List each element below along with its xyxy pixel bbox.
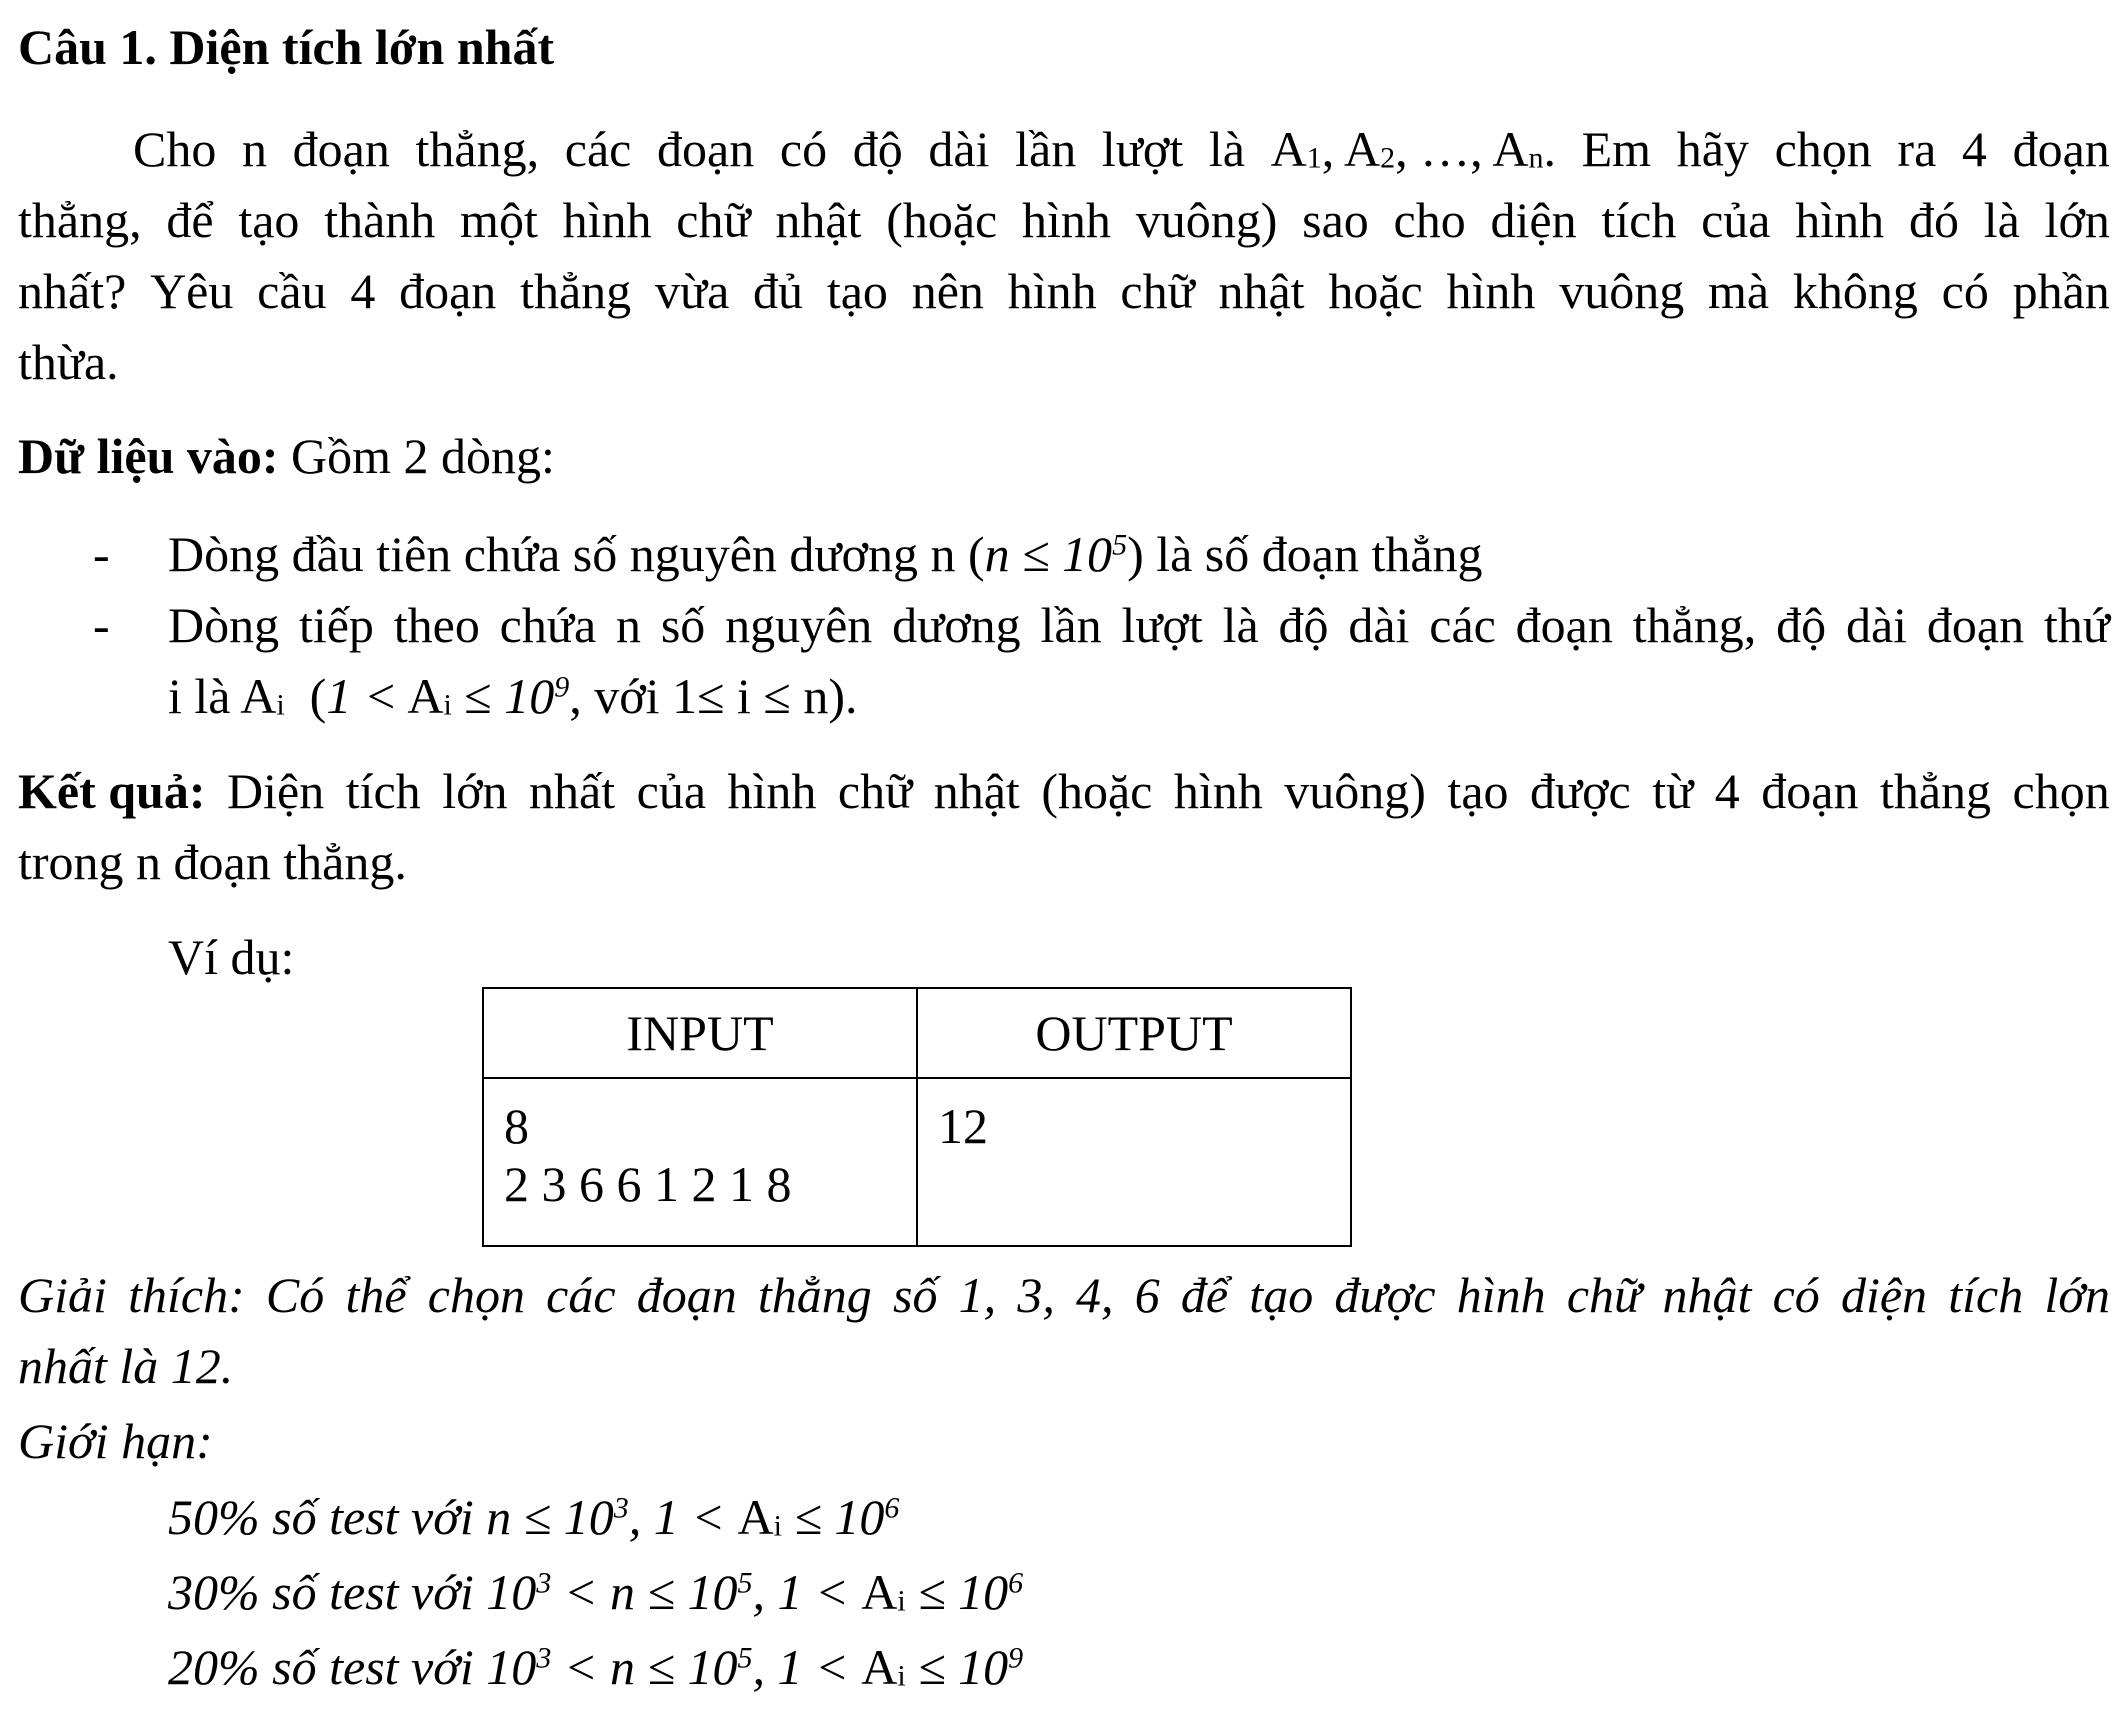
word: chứa [499, 597, 597, 653]
word: 4 [350, 263, 376, 319]
word: chữ [837, 763, 913, 819]
word: chữ [676, 192, 751, 248]
word: không [1792, 263, 1918, 319]
input-bullet-2-line-1 [168, 597, 2110, 653]
word: tiếp [298, 597, 374, 653]
word: hình [727, 763, 817, 819]
word: tạo [826, 263, 888, 319]
word: vừa [654, 263, 730, 319]
word: nhất? [18, 263, 127, 319]
word: thẳng, [415, 121, 540, 177]
word: mà [1707, 263, 1770, 319]
word: đó [1908, 192, 1959, 248]
word: dài [1845, 597, 1908, 653]
word: tích [1601, 192, 1677, 248]
word: hình [1446, 263, 1536, 319]
limit-row-2: 30% số test với $10^3 < n \le 10^5$, $1 < A_i \le 10^6$ [168, 1564, 1024, 1620]
word: tạo [238, 192, 300, 248]
table-header-row [483, 988, 1351, 1078]
word: Giải [18, 1267, 107, 1323]
word: dài [928, 121, 990, 177]
sequence-a1-an: $A_1$, $A_2$, …, $A_n$. [1270, 121, 1556, 177]
word: độ [1776, 597, 1827, 653]
word: hình [1173, 763, 1263, 819]
word: chọn [1774, 121, 1872, 177]
word: lớn [2044, 1267, 2110, 1323]
word: thẳng, [1632, 597, 1757, 653]
word: diện [1490, 192, 1577, 248]
word: (hoặc [886, 192, 998, 248]
limit-row-3: 20% số test với $10^3 < n \le 10^5$, $1 < A_i \le 10^9$ [168, 1639, 1024, 1695]
word: để [1180, 1267, 1229, 1323]
word: chọn [427, 1267, 525, 1323]
word: đoạn [636, 1267, 737, 1323]
word: đoạn [292, 121, 390, 177]
word: có [779, 121, 828, 177]
word: cho [1393, 192, 1466, 248]
word: số [660, 597, 706, 653]
example-label: Ví dụ: [168, 929, 295, 985]
word: nguyên [725, 597, 873, 653]
bullet-marker: - [93, 597, 110, 653]
table-row [483, 1078, 1351, 1246]
example-table [482, 987, 1352, 1247]
word: nhật [1218, 263, 1305, 319]
word: hình [562, 192, 652, 248]
word: hãy [1676, 121, 1749, 177]
word: Yêu [150, 263, 234, 319]
table-header-output: OUTPUT [917, 988, 1351, 1078]
word: 6 [1134, 1267, 1160, 1323]
word: dài [1348, 597, 1410, 653]
word: thẳng [1879, 763, 1992, 819]
word: n [242, 121, 268, 177]
word: là [1208, 121, 1245, 177]
word: đoạn [2012, 121, 2110, 177]
word: đoạn [657, 121, 755, 177]
intro-line-4: thừa. [18, 334, 119, 390]
word: lượt [1101, 121, 1184, 177]
bullet-marker: - [93, 526, 110, 582]
word: các [1429, 597, 1496, 653]
word: cầu [257, 263, 327, 319]
word: 4 [1961, 121, 1987, 177]
limit-row-1: 50% số test với $n \le 10^3$, $1 < A_i \le 10^6$ [168, 1489, 900, 1545]
word: Em [1581, 121, 1652, 177]
intro-line-2 [18, 192, 2110, 248]
word: thứ [2043, 597, 2110, 653]
word: lần [1015, 121, 1077, 177]
input-heading: Dữ liệu vào: Gồm 2 dòng: [18, 428, 555, 484]
word: chọn [2012, 763, 2110, 819]
word: thích: [128, 1267, 245, 1323]
intro-line-3 [18, 263, 2110, 319]
word: tạo [1249, 1267, 1314, 1323]
word: hình [1456, 1267, 1546, 1323]
table-cell-input [483, 1078, 917, 1246]
word: vuông) [1135, 192, 1278, 248]
word: được [1334, 1267, 1436, 1323]
word: từ [1652, 763, 1694, 819]
word: là [1983, 192, 2020, 248]
word: hình [1022, 192, 1111, 248]
word: 1, [958, 1267, 997, 1323]
word: (hoặc [1041, 763, 1153, 819]
input-bullet-2-line-2: i là $A_i$ ($1 < A_i \le 10^9$, với 1≤ i ≤ n). [168, 668, 858, 724]
word: chữ [1566, 1267, 1642, 1323]
word: lớn [442, 763, 508, 819]
table-cell-output [917, 1078, 1351, 1246]
word: nhật [1662, 1267, 1752, 1323]
explanation-line-2: nhất là 12. [18, 1338, 234, 1394]
word: vuông) [1284, 763, 1426, 819]
word: nhất [529, 763, 616, 819]
word: để [166, 192, 214, 248]
word: 4, [1076, 1267, 1114, 1323]
word: phần [2012, 263, 2110, 319]
explanation-line-1 [18, 1267, 2110, 1323]
output-label: Kết quả: [18, 763, 206, 819]
word: sao [1302, 192, 1369, 248]
word: nhật [933, 763, 1020, 819]
table-header-input: INPUT [483, 988, 917, 1078]
problem-title: Câu 1. Diện tích lớn nhất [18, 19, 555, 75]
word: một [460, 192, 538, 248]
input-bullet-1: Dòng đầu tiên chứa số nguyên dương n $(n \le 10^5)$ là số đoạn thẳng [168, 526, 1483, 582]
limits-heading: Giới hạn: [18, 1413, 213, 1469]
word: dương [892, 597, 1021, 653]
word: diện [1840, 1267, 1928, 1323]
word: ra [1897, 121, 1937, 177]
word: đoạn [1515, 597, 1613, 653]
word: đoạn [399, 263, 497, 319]
input-line: 8 [504, 1098, 529, 1154]
word: vuông [1559, 263, 1685, 319]
word: hình [1795, 192, 1885, 248]
word: được [1530, 763, 1631, 819]
word: hình [1007, 263, 1097, 319]
word: thể [345, 1267, 407, 1323]
word: có [1941, 263, 1989, 319]
word: các [546, 1267, 616, 1323]
word: n [615, 597, 641, 653]
word: 4 [1714, 763, 1740, 819]
word: Diện [227, 763, 325, 819]
word: chữ [1120, 263, 1195, 319]
word: đoạn [1926, 597, 2025, 653]
word: tích [345, 763, 421, 819]
word: theo [393, 597, 480, 653]
word: các [564, 121, 632, 177]
word: tạo [1447, 763, 1509, 819]
word: lượt [1121, 597, 1203, 653]
word: của [1701, 192, 1771, 248]
word: thẳng [757, 1267, 872, 1323]
word: lớn [2044, 192, 2110, 248]
word: Cho [133, 121, 217, 177]
word: thẳng [520, 263, 632, 319]
word: thẳng, [18, 192, 142, 248]
output-line: 12 [938, 1098, 988, 1154]
word: đoạn [1761, 763, 1859, 819]
word: độ [1278, 597, 1329, 653]
word: của [636, 763, 707, 819]
input-line: 2 3 6 6 1 2 1 8 [504, 1156, 792, 1212]
word: số [893, 1267, 938, 1323]
word: 3, [1017, 1267, 1055, 1323]
output-line-2: trong n đoạn thẳng. [18, 834, 407, 890]
word: đủ [753, 263, 804, 319]
intro-line-1 [133, 121, 2110, 177]
word: thành [324, 192, 436, 248]
word: Dòng [168, 597, 280, 653]
word: tích [1948, 1267, 2024, 1323]
word: nhật [775, 192, 862, 248]
word: hoặc [1328, 263, 1423, 319]
word: là [1222, 597, 1259, 653]
word: nên [911, 263, 984, 319]
word: Có [265, 1267, 325, 1323]
word: lần [1040, 597, 1102, 653]
word: có [1772, 1267, 1820, 1323]
word: độ [852, 121, 903, 177]
output-line-1 [18, 763, 2110, 819]
